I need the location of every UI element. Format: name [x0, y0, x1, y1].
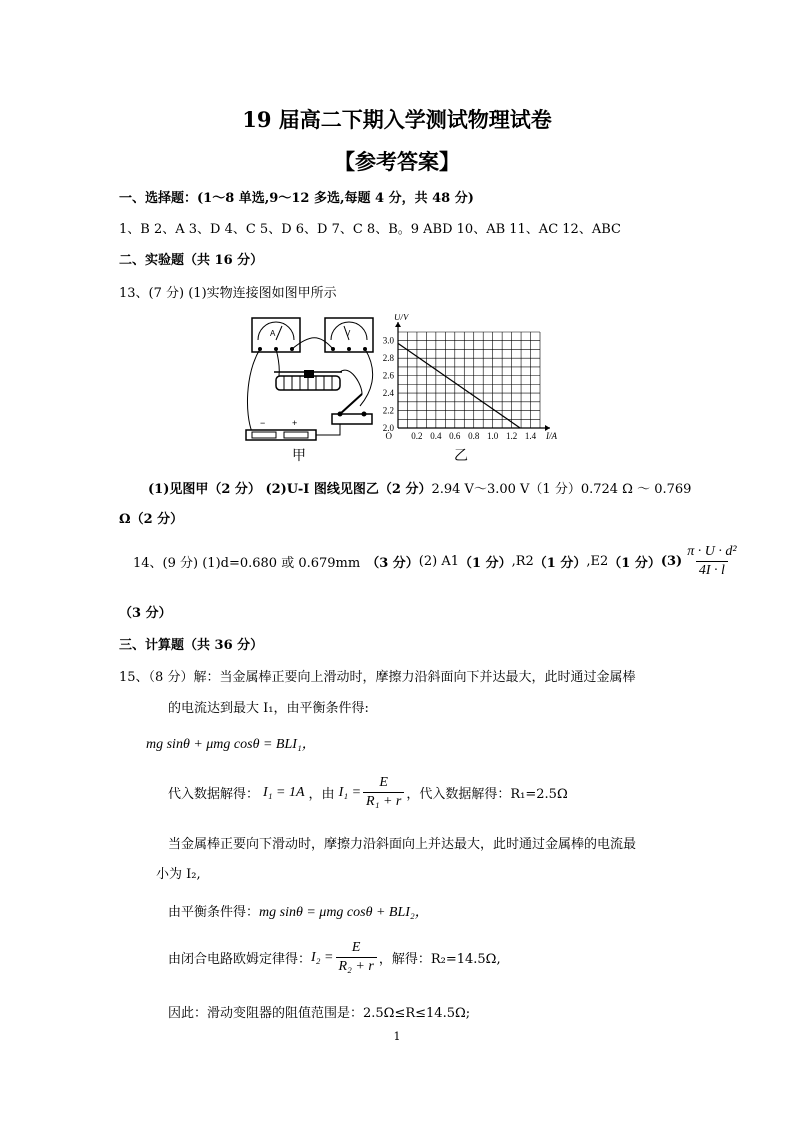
- q15-line-5: 小为 I₂,: [156, 867, 201, 882]
- section-3-heading: 三、计算题（共 36 分）: [119, 638, 264, 653]
- q14-score-3: （1 分）: [533, 556, 587, 571]
- q15-line-1: 15、（8 分）解：当金属棒正要向上滑动时，摩擦力沿斜面向下并达最大，此时通过金属棒: [119, 670, 636, 685]
- q15-line-7a: 由闭合电路欧姆定律得：: [168, 952, 312, 967]
- q13-answer-cont: Ω（2 分）: [119, 512, 184, 527]
- q15-line-3c: ，由: [308, 787, 335, 802]
- q15-line-6b: mg sinθ = μmg cosθ + BLI₂，: [259, 905, 429, 920]
- q14-part-c: ,R2: [511, 554, 534, 569]
- q14-answer: [133, 544, 742, 579]
- voltmeter-label: V: [345, 329, 351, 338]
- q14-part-e: (3): [660, 554, 683, 569]
- x-tick-label: 1.4: [524, 431, 537, 441]
- q15-line-7: [168, 940, 501, 975]
- y-tick-label: 2.2: [382, 405, 394, 416]
- q15-line-4: 当金属棒正要向下滑动时，摩擦力沿斜面向上并达最大，此时通过金属棒的电流最: [168, 837, 637, 852]
- q15-line-8: 因此：滑动变阻器的阻值范围是：2.5Ω≤R≤14.5Ω;: [168, 1006, 471, 1021]
- q15-line-6a: 由平衡条件得：: [168, 905, 260, 920]
- origin-label: O: [385, 431, 392, 441]
- q14-part-d: ,E2: [586, 554, 609, 569]
- q14-formula-numerator: π · U · d²: [687, 544, 737, 559]
- figure-label-left: 甲: [292, 448, 306, 464]
- y-tick-label: 2.6: [382, 370, 394, 381]
- section-1-heading: 一、选择题：(1～8 单选,9～12 多选,每题 4 分，共 48 分): [119, 191, 474, 206]
- q13-intro: 13、(7 分) (1)实物连接图如图甲所示: [119, 286, 337, 301]
- q15-fraction-2-den: R₂ + r: [336, 957, 377, 975]
- section-1-answers: 1、B 2、A 3、D 4、C 5、D 6、D 7、C 8、B。9 ABD 10、AB 11、AC 12、ABC: [119, 222, 621, 237]
- battery-plus: +: [292, 418, 298, 428]
- ui-chart: [368, 314, 564, 450]
- q13-answer: [148, 478, 691, 497]
- q15-fraction-1: [363, 775, 404, 810]
- x-axis-label: I/A: [546, 431, 557, 441]
- battery-minus: −: [260, 418, 266, 428]
- q14-part-a: 14、(9 分) (1)d=0.680 或 0.679mm: [133, 556, 361, 571]
- q13-answer-part1: (1)见图甲（2 分） (2)U-I 图线见图乙（2 分）: [148, 482, 432, 497]
- page-number: 1: [393, 1030, 401, 1043]
- ammeter: [252, 318, 300, 352]
- q13-answer-part2: 2.94 V～3.00 V（1 分）0.724 Ω ～ 0.769: [431, 482, 692, 497]
- q15-line-7c: ，解得：R₂=14.5Ω,: [378, 952, 501, 967]
- ammeter-label: A: [270, 329, 276, 338]
- q15-line-7b: I₂ =: [311, 949, 334, 965]
- q14-score-4: （1 分）: [608, 556, 661, 571]
- q15-fraction-1-den: R₁ + r: [363, 792, 404, 810]
- x-tick-label: 1.2: [505, 431, 518, 441]
- figure-label-right: 乙: [454, 448, 468, 464]
- page-subtitle: 【参考答案】: [334, 149, 460, 174]
- q15-fraction-2: [336, 940, 377, 975]
- rheostat: [274, 370, 342, 390]
- y-tick-label: 2.8: [382, 353, 394, 364]
- y-tick-label: 2.4: [382, 388, 394, 399]
- q15-equation-1: mg sinθ + μmg cosθ = BLI₁，: [146, 737, 316, 752]
- q15-line-3d: I₁ =: [338, 784, 362, 800]
- y-axis-arrow: [395, 322, 401, 327]
- x-tick-label: 0.2: [411, 431, 423, 441]
- q15-line-2: 的电流达到最大 I₁，由平衡条件得:: [168, 701, 369, 716]
- series-line: [398, 343, 520, 428]
- x-tick-label: 0.8: [468, 431, 480, 441]
- q15-line-3e: ，代入数据解得：R₁=2.5Ω: [406, 787, 568, 802]
- q15-line-3b: I₁ = 1A: [263, 784, 305, 800]
- voltmeter: [325, 318, 373, 352]
- battery: [246, 418, 316, 440]
- y-tick-label: 2.0: [382, 423, 394, 433]
- q14-score-2: （1 分）: [459, 556, 512, 571]
- x-tick-label: 0.6: [449, 431, 461, 441]
- y-axis-label: U/V: [394, 314, 409, 322]
- q15-fraction-1-num: E: [379, 775, 388, 790]
- q15-line-6: [168, 901, 429, 921]
- x-tick-label: 1.0: [487, 431, 499, 441]
- q15-line-3a: 代入数据解得：: [168, 787, 260, 802]
- q15-fraction-2-num: E: [351, 940, 361, 955]
- q14-score-1: （3 分）: [366, 556, 419, 571]
- q14-formula-denominator: 4I · l: [696, 561, 728, 579]
- q15-line-3: [168, 775, 568, 810]
- q14-score-5: （3 分）: [119, 606, 172, 621]
- q14-formula: [684, 544, 739, 579]
- page-title: 19 届高二下期入学测试物理试卷: [242, 107, 552, 132]
- section-2-heading: 二、实验题（共 16 分）: [119, 253, 264, 268]
- y-tick-label: 3.0: [382, 335, 394, 346]
- x-tick-label: 0.4: [430, 431, 442, 441]
- q14-part-b: (2) A1: [418, 554, 459, 569]
